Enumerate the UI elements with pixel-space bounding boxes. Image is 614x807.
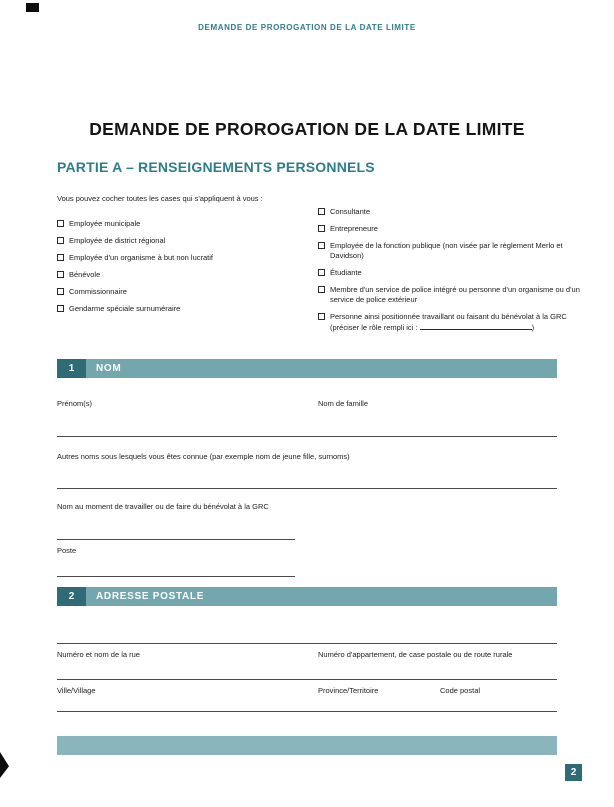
cb-membre-service-police[interactable] bbox=[318, 285, 595, 305]
cb-employee-organisme[interactable] bbox=[57, 253, 307, 263]
checkbox-icon[interactable] bbox=[318, 269, 325, 276]
input-line-position[interactable] bbox=[57, 576, 295, 577]
section-2-title: ADRESSE POSTALE bbox=[86, 587, 557, 606]
checkbox-label: Employée de la fonction publique (non visée par le règlement Merlo et Davidson) bbox=[330, 241, 563, 260]
scan-artifact-top bbox=[26, 3, 39, 12]
field-label-position: Poste bbox=[57, 546, 77, 555]
checkbox-icon[interactable] bbox=[57, 288, 64, 295]
input-line-name-at-grc[interactable] bbox=[57, 539, 295, 540]
checkbox-icon[interactable] bbox=[318, 313, 325, 320]
checkbox-label-line1: Personne ainsi positionnée travaillant ou faisant du bénévolat à la GRC bbox=[330, 312, 567, 321]
field-label-postal-code: Code postal bbox=[440, 686, 481, 695]
checkbox-label: Consultante bbox=[330, 207, 371, 216]
checkbox-column-left bbox=[57, 219, 307, 321]
section-2-number: 2 bbox=[57, 587, 86, 606]
cb-employee-fonction-publique[interactable] bbox=[318, 241, 595, 261]
section-1-header bbox=[57, 359, 557, 378]
checkbox-icon[interactable] bbox=[57, 237, 64, 244]
field-label-other-names: Autres noms sous lesquels vous êtes connue (par exemple nom de jeune fille, surnoms) bbox=[57, 452, 350, 461]
input-line-city-row[interactable] bbox=[57, 711, 557, 712]
section-1-number: 1 bbox=[57, 359, 86, 378]
cb-employee-municipale[interactable] bbox=[57, 219, 307, 229]
field-label-last-name: Nom de famille bbox=[318, 399, 369, 408]
field-label-name-at-grc: Nom au moment de travailler ou de faire du bénévolat à la GRC bbox=[57, 502, 269, 511]
page-number-badge: 2 bbox=[565, 764, 582, 781]
checkbox-label: Membre d'un service de police intégré ou personne d'un organisme ou d'un service de police extérieur bbox=[330, 285, 580, 304]
checkbox-icon[interactable] bbox=[318, 286, 325, 293]
cb-consultante[interactable] bbox=[318, 207, 595, 217]
role-suffix: ) bbox=[531, 323, 535, 332]
role-blank-line[interactable] bbox=[420, 322, 532, 330]
input-line-other-names[interactable] bbox=[57, 488, 557, 489]
cb-etudiante[interactable] bbox=[318, 268, 595, 278]
checkbox-icon[interactable] bbox=[57, 220, 64, 227]
cb-gendarme-speciale[interactable] bbox=[57, 304, 307, 314]
cb-employee-district-regional[interactable] bbox=[57, 236, 307, 246]
checkbox-icon[interactable] bbox=[57, 305, 64, 312]
section-3-header-bar bbox=[57, 736, 557, 755]
cb-personne-positionnee[interactable] bbox=[318, 312, 595, 333]
checkbox-label: Commissionnaire bbox=[69, 287, 127, 296]
checkbox-label: Employée de district régional bbox=[69, 236, 166, 245]
cb-entrepreneure[interactable] bbox=[318, 224, 595, 234]
checkbox-label: Employée d'un organisme à but non lucratif bbox=[69, 253, 214, 262]
checkbox-label: Étudiante bbox=[330, 268, 362, 277]
checkbox-icon[interactable] bbox=[318, 242, 325, 249]
cb-commissionnaire[interactable] bbox=[57, 287, 307, 297]
checkbox-label: Employée municipale bbox=[69, 219, 141, 228]
input-line-name-row[interactable] bbox=[57, 436, 557, 437]
page-title: DEMANDE DE PROROGATION DE LA DATE LIMITE bbox=[89, 119, 525, 139]
field-label-city: Ville/Village bbox=[57, 686, 96, 695]
role-prompt: (préciser le rôle rempli ici : bbox=[330, 323, 420, 332]
field-label-apartment: Numéro d'appartement, de case postale ou de route rurale bbox=[318, 650, 513, 659]
running-header: DEMANDE DE PROROGATION DE LA DATE LIMITE bbox=[198, 23, 416, 32]
address-table-line-top bbox=[57, 643, 557, 644]
checkbox-icon[interactable] bbox=[318, 225, 325, 232]
section-2-header bbox=[57, 587, 557, 606]
field-label-street: Numéro et nom de la rue bbox=[57, 650, 140, 659]
section-1-title: NOM bbox=[86, 359, 557, 378]
field-label-first-name: Prénom(s) bbox=[57, 399, 93, 408]
checkbox-label: Gendarme spéciale surnuméraire bbox=[69, 304, 181, 313]
checkbox-label: Entrepreneure bbox=[330, 224, 378, 233]
cb-benevole[interactable] bbox=[57, 270, 307, 280]
scan-artifact-left bbox=[0, 752, 9, 778]
checkbox-icon[interactable] bbox=[57, 271, 64, 278]
part-a-heading: PARTIE A – RENSEIGNEMENTS PERSONNELS bbox=[57, 159, 375, 175]
field-label-province: Province/Territoire bbox=[318, 686, 379, 695]
checkbox-label bbox=[330, 312, 567, 333]
input-line-street-row[interactable] bbox=[57, 679, 557, 680]
checkbox-label: Bénévole bbox=[69, 270, 101, 279]
checkbox-icon[interactable] bbox=[318, 208, 325, 215]
checkbox-column-right bbox=[318, 207, 595, 340]
checkbox-instruction: Vous pouvez cocher toutes les cases qui s'appliquent à vous : bbox=[57, 194, 263, 203]
checkbox-icon[interactable] bbox=[57, 254, 64, 261]
